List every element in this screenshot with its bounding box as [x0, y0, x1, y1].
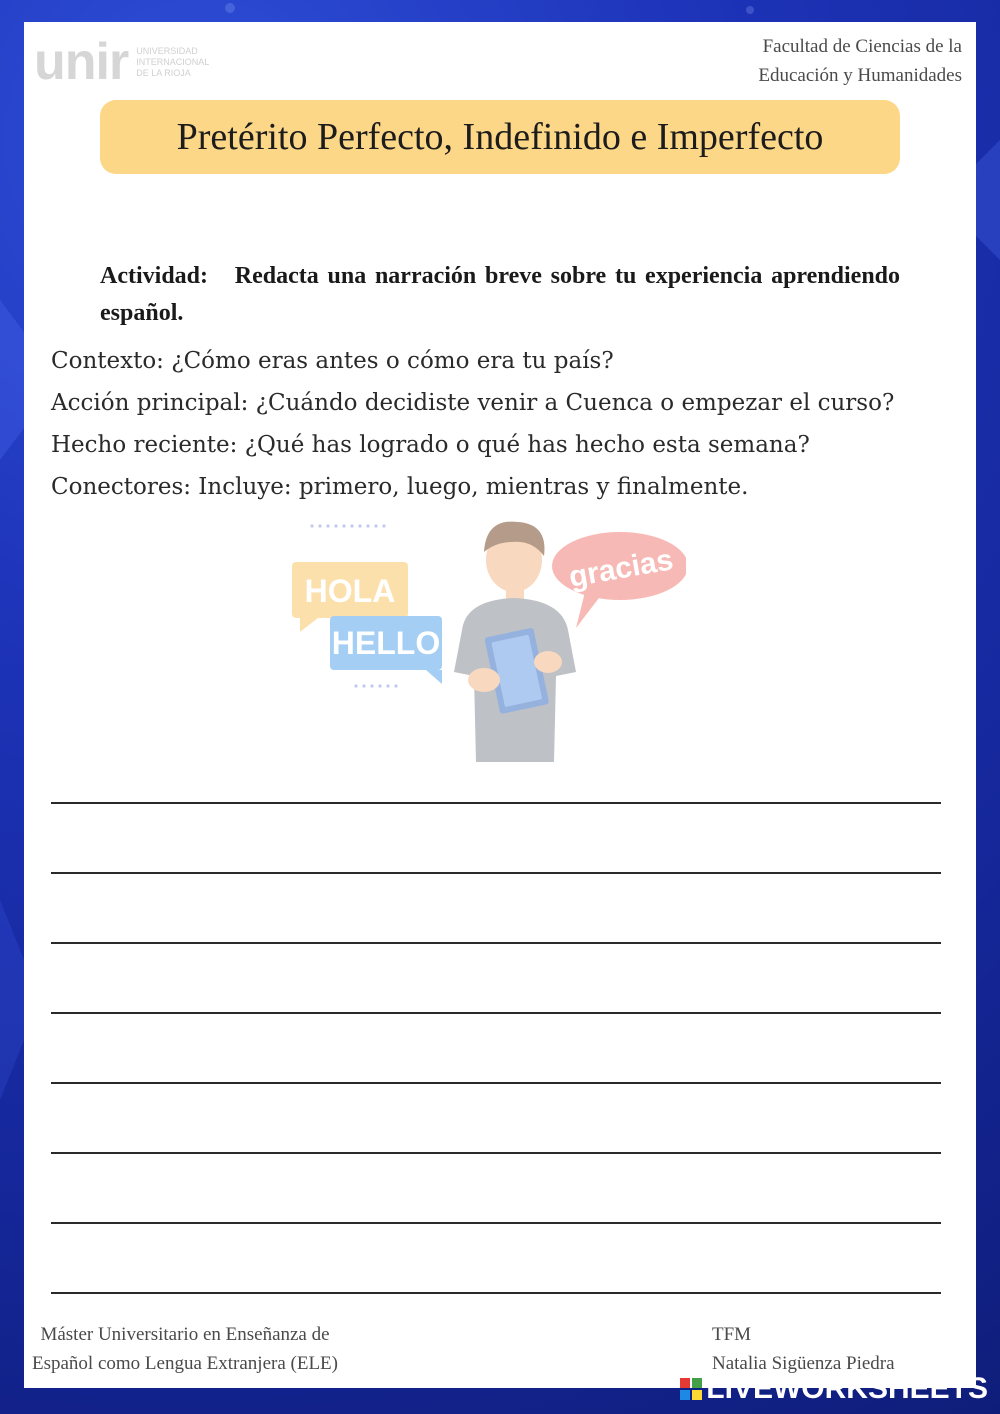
answer-line[interactable]: [51, 1084, 941, 1154]
liveworksheets-icon: [680, 1378, 702, 1400]
title-banner: [100, 100, 900, 174]
activity-label: Actividad:: [100, 263, 208, 289]
bubble-hola-text: HOLA: [304, 573, 396, 609]
answer-line[interactable]: [51, 944, 941, 1014]
bubble-gracias-text: gracias: [566, 543, 676, 594]
footer-tfm: TFM: [712, 1324, 752, 1345]
footer-program-line-1: Máster Universitario en Enseñanza de: [40, 1324, 330, 1345]
guide-prompts: [51, 340, 971, 508]
activity-text: Redacta una narración breve sobre tu experiencia aprendiendo español.: [100, 263, 901, 326]
dots-top-decoration: [310, 524, 385, 527]
student-illustration: [286, 512, 686, 762]
watermark-text: LIVEWORKSHEETS: [706, 1372, 988, 1405]
faculty-line-2: Educación y Humanidades: [758, 65, 962, 86]
logo-subtitle: UNIVERSIDAD INTERNACIONAL DE LA RIOJA: [136, 45, 210, 78]
bubble-hello-text: HELLO: [331, 625, 441, 661]
speech-bubble-hello: [330, 616, 442, 684]
answer-line[interactable]: [51, 1014, 941, 1084]
answer-line[interactable]: [51, 1154, 941, 1224]
footer-author: [712, 1320, 895, 1378]
worksheet-page: [24, 22, 976, 1388]
answer-line[interactable]: [51, 804, 941, 874]
dots-bottom-decoration: [354, 684, 397, 687]
answer-line[interactable]: [51, 1224, 941, 1294]
footer-author-name: Natalia Sigüenza Piedra: [712, 1353, 895, 1374]
prompt-connectors: Conectores: Incluye: primero, luego, mientras y finalmente.: [51, 474, 749, 500]
answer-lines: [51, 794, 941, 1294]
page-title: Pretérito Perfecto, Indefinido e Imperfecto: [176, 116, 824, 158]
speech-bubble-gracias: [552, 532, 686, 628]
prompt-recent-event: Hecho reciente: ¿Qué has logrado o qué has hecho esta semana?: [51, 432, 810, 458]
activity-instruction: [100, 258, 900, 332]
liveworksheets-watermark: [680, 1372, 988, 1406]
prompt-context: Contexto: ¿Cómo eras antes o cómo era tu país?: [51, 348, 614, 374]
footer-program: [32, 1320, 338, 1378]
faculty-heading: [758, 32, 962, 90]
logo-wordmark: unir: [34, 33, 129, 91]
answer-line[interactable]: [51, 874, 941, 944]
prompt-main-action: Acción principal: ¿Cuándo decidiste venir a Cuenca o empezar el curso?: [51, 390, 895, 416]
faculty-line-1: Facultad de Ciencias de la: [762, 36, 962, 57]
footer-program-line-2: Español como Lengua Extranjera (ELE): [32, 1353, 338, 1374]
answer-line[interactable]: [51, 794, 941, 804]
unir-logo: [34, 33, 210, 91]
